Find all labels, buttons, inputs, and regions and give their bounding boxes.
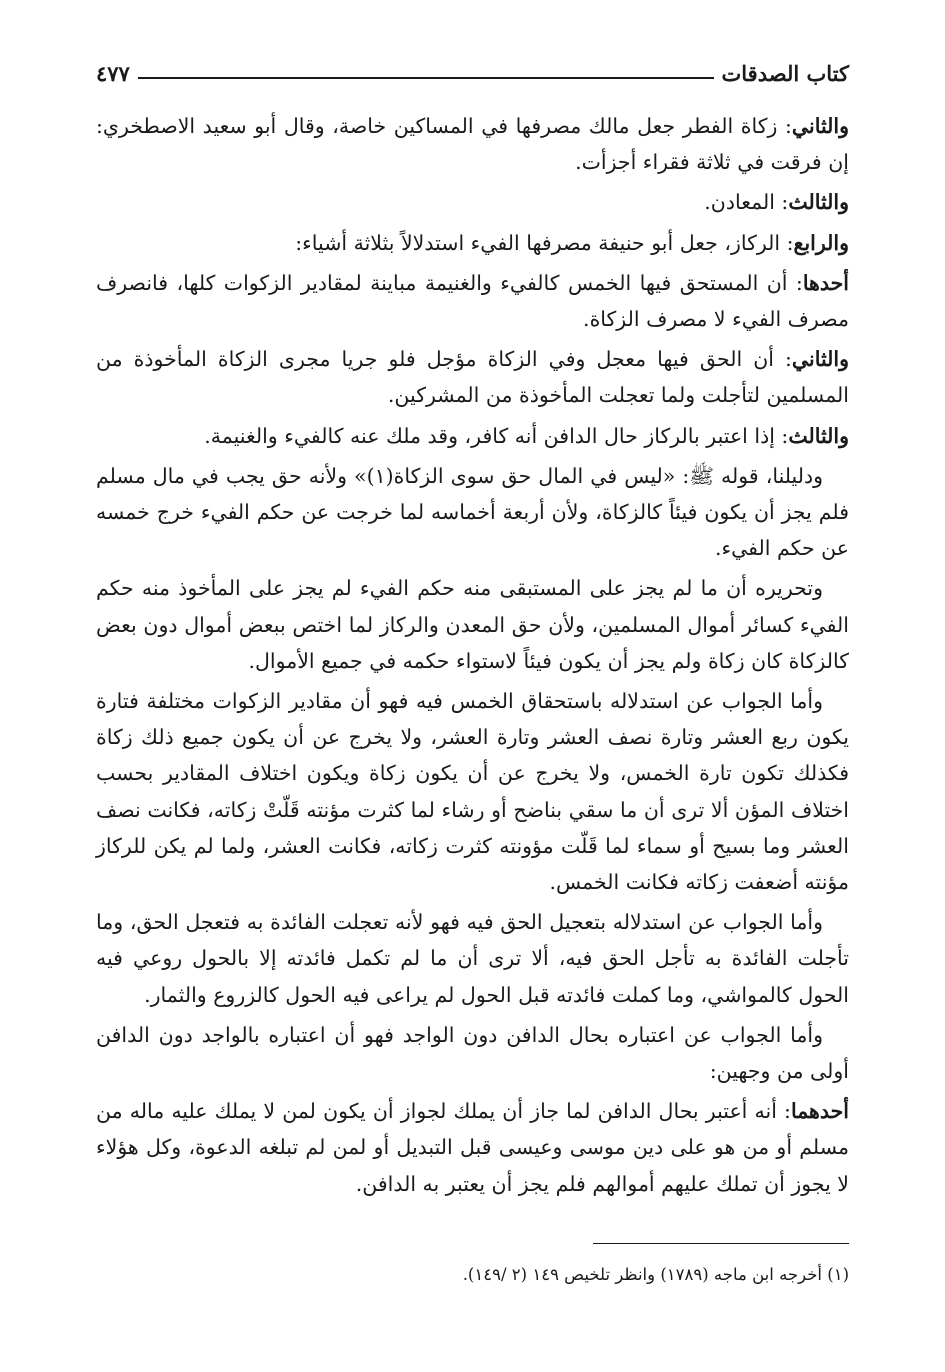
paragraph-text: : المعادن. — [704, 190, 789, 215]
paragraph-lead: والثاني — [791, 114, 849, 138]
paragraph-text: وأما الجواب عن استدلاله بتعجيل الحق فيه فهو لأنه تعجلت الفائدة به فتعجل الحق، وما تأجلت الفائدة به تأجل الحق فيه، ألا ترى أن ما لم تكمل فائدته إلا بالحول روعي فيه الحول كالمواشي، وما كملت فائدته قبل الحول لم يراعى فيه الحول كالزروع والثمار. — [96, 910, 849, 1007]
footnote-rule — [593, 1243, 849, 1244]
main-text — [96, 108, 849, 1202]
paragraph — [96, 184, 849, 220]
paragraph-lead: والرابع — [793, 230, 849, 255]
paragraph-text: : الركاز، جعل أبو حنيفة مصرفها الفيء استدلالاً بثلاثة أشياء: — [295, 230, 794, 255]
paragraph-text: : إذا اعتبر بالركاز حال الدافن أنه كافر، وقد ملك عنه كالفيء والغنيمة. — [204, 423, 789, 448]
paragraph — [96, 341, 849, 413]
paragraph-text: : أن المستحق فيها الخمس كالفيء والغنيمة مباينة لمقادير الزكوات كلها، فانصرف مصرف الفيء لا مصرف الزكاة. — [96, 270, 849, 332]
paragraph-lead: والثالث — [788, 423, 849, 448]
paragraph — [96, 225, 849, 261]
paragraph-text: وأما الجواب عن استدلاله باستحقاق الخمس فيه فهو أن مقادير الزكوات مختلفة فتارة يكون ربع العشر وتارة نصف العشر وتارة العشر، ولا يخرج عن أن يكون جميع ذلك زكاة فكذلك تكون تارة الخمس، ولا يخرج عن أن يكون زكاة ويكون اختلاف المقادير بحسب اختلاف المؤن ألا ترى أن ما سقي بناضح أو رشاء لما كثرت مؤنته قَلّتْ زكاته، فكانت نصف العشر وما بسيح أو سماء لما قَلّت مؤونته كثرت زكاته، فكانت العشر، ولما لم يكن للركاز مؤنته أضعفت زكاته فكانت الخمس. — [96, 689, 849, 895]
paragraph-text: : أن الحق فيها معجل وفي الزكاة مؤجل فلو جريا مجرى الزكاة المأخوذة من المسلمين لتأجلت ولما تعجلت المأخوذة من المشركين. — [96, 347, 849, 408]
paragraph — [96, 418, 849, 454]
paragraph-lead: والثالث — [788, 190, 849, 215]
paragraph-text: ودليلنا، قوله ﷺ: «ليس في المال حق سوى الزكاة(١)» ولأنه حق يجب في مال مسلم فلم يجز أن يكون فيئاً كالزكاة، ولأن أربعة أخماسه لما خرجت عن حكم الفيء خرج خمسه عن حكم الفيء. — [96, 463, 849, 561]
paragraph — [96, 458, 849, 567]
paragraph — [96, 108, 849, 180]
header-rule — [138, 77, 714, 79]
paragraph-text: : أنه أعتبر بحال الدافن لما جاز أن يملك لجواز أن يكون لمن لا يملك عليه ماله من مسلم أو من هو على دين موسى وعيسى قبل التبديل أو لمن لم تبلغه الدعوة، وكل هؤلاء لا يجوز أن تملك عليهم أموالهم فلم يجز أن يعتبر به الدافن. — [96, 1099, 849, 1196]
paragraph — [96, 683, 849, 900]
paragraph — [96, 1017, 849, 1089]
paragraph-lead: أحدهما — [790, 1099, 849, 1124]
paragraph-text: وأما الجواب عن اعتباره بحال الدافن دون الواجد فهو أن اعتباره بالواجد دون الدافن أولى من وجهين: — [96, 1022, 849, 1084]
paragraph — [96, 265, 849, 337]
paragraph-text: : زكاة الفطر جعل مالك مصرفها في المساكين خاصة، وقال أبو سعيد الاصطخري: إن فرقت في ثلاثة فقراء أجزأت. — [96, 114, 849, 175]
chapter-title: كتاب الصدقات — [721, 61, 849, 86]
paragraph — [96, 904, 849, 1013]
paragraph-lead: والثاني — [791, 347, 849, 372]
page-number: ٤٧٧ — [96, 61, 130, 86]
paragraph — [96, 1093, 849, 1202]
paragraph-text: وتحريره أن ما لم يجز على المستبقى منه حكم الفيء لم يجز على المأخوذ منه حكم الفيء كسائر أموال المسلمين، ولأن حق المعدن والركاز لما اختص ببعض أموال دون بعض كالزكاة كان زكاة ولم يجز أن يكون فيئاً لاستواء حكمه في جميع الأموال. — [96, 576, 849, 673]
running-header — [96, 52, 849, 84]
paragraph — [96, 570, 849, 679]
paragraph-lead: أحدها — [802, 270, 849, 295]
footnote: (١) أخرجه ابن ماجه (١٧٨٩) وانظر تلخيص ١٤٩ (٢ /١٤٩). — [462, 1265, 849, 1284]
